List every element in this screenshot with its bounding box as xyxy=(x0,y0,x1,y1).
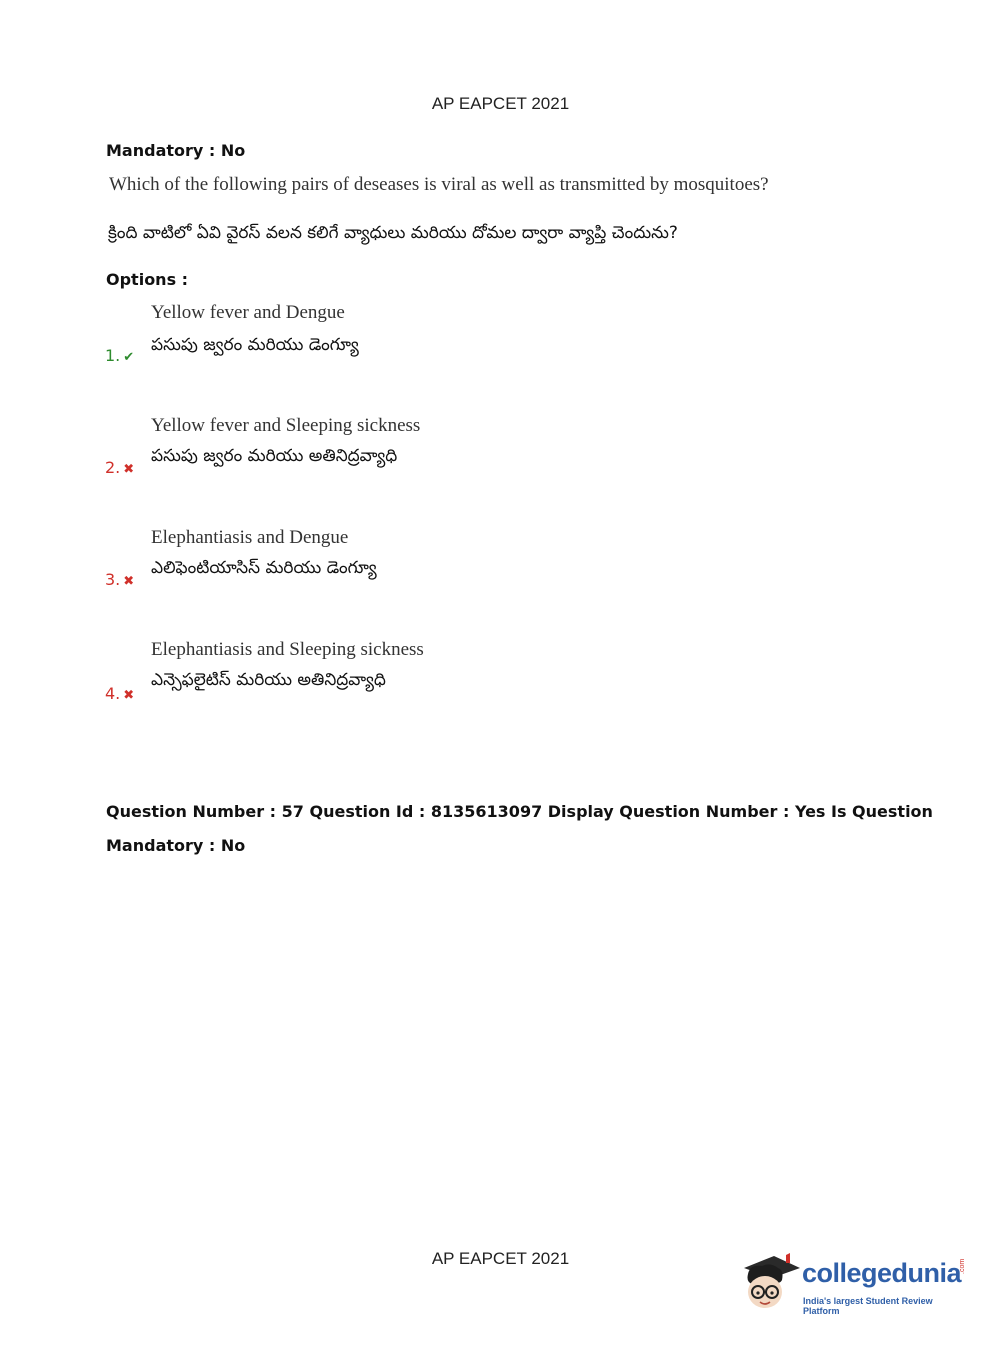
option-4-text-telugu: ఎన్సెఫలైటిస్ మరియు అతినిద్రవ్యాధి xyxy=(151,670,386,690)
option-1-text-telugu: పసుపు జ్వరం మరియు డెంగ్యూ xyxy=(151,335,359,355)
option-2-number xyxy=(105,458,134,477)
option-3-text-english: Elephantiasis and Dengue xyxy=(151,527,349,548)
option-number: 2. xyxy=(105,458,121,477)
option-3-text-telugu: ఎలిఫెంటియాసిస్ మరియు డెంగ్యూ xyxy=(151,558,377,578)
cross-icon: ✖ xyxy=(123,688,135,703)
page-footer-title: AP EAPCET 2021 xyxy=(431,1249,570,1268)
option-number: 1. xyxy=(105,346,121,365)
option-number: 3. xyxy=(105,570,121,589)
cross-icon: ✖ xyxy=(123,462,135,477)
logo-brand-text: collegedunia xyxy=(802,1258,962,1288)
page-header-title: AP EAPCET 2021 xyxy=(431,94,570,113)
next-question-info: Question Number : 57 Question Id : 8135613097 Display Question Number : Yes Is Question xyxy=(106,802,933,821)
options-label: Options : xyxy=(106,270,189,289)
option-3-number xyxy=(105,570,134,589)
logo-tagline: India's largest Student Review Platform xyxy=(803,1296,933,1316)
question-text-telugu: క్రింది వాటిలో ఏవి వైరస్ వలన కలిగే వ్యాధులు మరియు దోమల ద్వారా వ్యాప్తి చెందును? xyxy=(108,223,678,243)
option-1-number xyxy=(105,346,134,365)
logo-dotcom: .com xyxy=(959,1258,966,1274)
check-icon: ✔ xyxy=(123,350,135,365)
option-4-text-english: Elephantiasis and Sleeping sickness xyxy=(151,639,424,660)
option-1-text-english: Yellow fever and Dengue xyxy=(151,302,345,323)
option-2-text-english: Yellow fever and Sleeping sickness xyxy=(151,415,421,436)
mandatory-label: Mandatory : No xyxy=(106,141,246,160)
cross-icon: ✖ xyxy=(123,574,135,589)
option-4-number xyxy=(105,684,134,703)
next-mandatory-label: Mandatory : No xyxy=(106,836,246,855)
option-number: 4. xyxy=(105,684,121,703)
question-text-english: Which of the following pairs of deseases is viral as well as transmitted by mosquitoes? xyxy=(109,174,769,195)
mascot-icon xyxy=(740,1248,802,1314)
option-2-text-telugu: పసుపు జ్వరం మరియు అతినిద్రవ్యాధి xyxy=(151,446,398,466)
collegedunia-logo xyxy=(740,1248,970,1318)
